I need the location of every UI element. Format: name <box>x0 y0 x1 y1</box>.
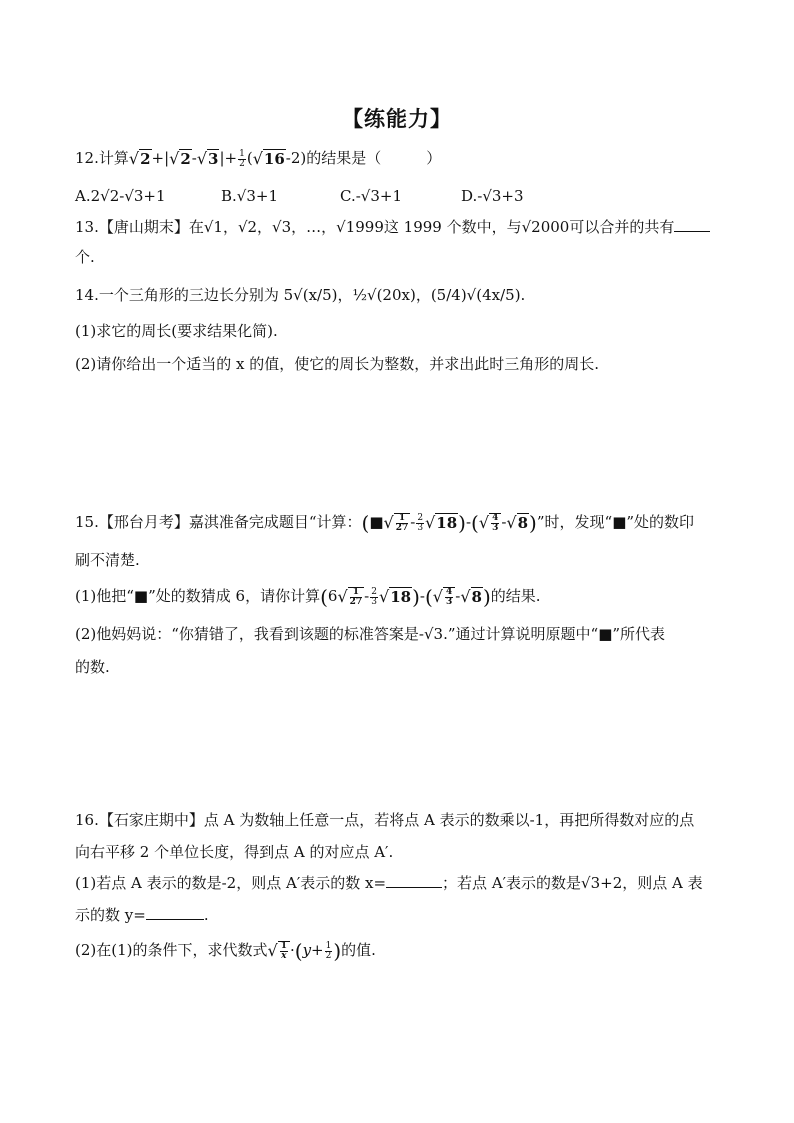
question-14-stem: 14.一个三角形的三边长分别为 5√(x/5)，½√(20x)，(5/4)√(4x/5). <box>75 286 526 304</box>
q16-p1-middle: ；若点 A′表示的数是√3+2，则点 A 表 <box>442 874 703 892</box>
q13-text: 13.【唐山期末】在√1，√2，√3，…，√1999这 1999 个数中，与√2000可以合并的共有 <box>75 218 675 236</box>
q15-p1-suffix: 的结果. <box>490 587 541 605</box>
question-16-line2: 向右平移 2 个单位长度，得到点 A 的对应点 A′. <box>75 843 394 861</box>
question-13-line1 <box>75 215 710 239</box>
question-14-part2: (2)请你给出一个适当的 x 的值，使它的周长为整数，并求出此时三角形的周长. <box>75 355 600 373</box>
q13-answer-blank[interactable] <box>674 217 710 232</box>
question-12-stem: 12.计算 √ 2 +| √ 2 - √ 3 |+ $\frac{1}{2}$ ( √ 16 -2)的结果是（ ） <box>75 148 442 169</box>
q16-x-blank[interactable] <box>386 873 442 888</box>
q12-option-a[interactable]: A.2√2-√3+1 <box>75 187 166 205</box>
question-15-line1: 15.【邢台月考】嘉淇准备完成题目“计算：(■ √ $\frac{1}{27}$ - $\frac{2}{3}$ √ 18 )-( √ $\frac{4}{3}$ - √ 8 )”时，发现“■”处的数印 <box>75 511 695 535</box>
question-16-line1: 16.【石家庄期中】点 A 为数轴上任意一点，若将点 A 表示的数乘以-1，再把所得数对应的点 <box>75 811 695 829</box>
q16-p2-prefix: (2)在(1)的条件下，求代数式 <box>75 941 268 959</box>
question-16-part1-line1 <box>75 871 703 895</box>
q16-y-blank[interactable] <box>146 905 204 920</box>
q15-prefix: 15.【邢台月考】嘉淇准备完成题目“计算： <box>75 513 362 531</box>
q12-option-b[interactable]: B.√3+1 <box>221 187 279 205</box>
question-15-line2: 刷不清楚. <box>75 551 140 569</box>
question-15-part2-line1: (2)他妈妈说：“你猜错了，我看到该题的标准答案是-√3.”通过计算说明原题中“■”所代表 <box>75 625 666 643</box>
question-13-line2: 个. <box>75 248 95 266</box>
q16-p1-line2-suffix: . <box>203 906 209 924</box>
section-title: 【练能力】 <box>342 106 452 131</box>
question-15-part1: (1)他把“■”处的数猜成 6，请你计算(6 √ $\frac{1}{27}$ - $\frac{2}{3}$ √ 18 )-( √ $\frac{4}{3}$ - √ 8 )的结果. <box>75 585 541 609</box>
question-14-part1: (1)求它的周长(要求结果化简). <box>75 322 278 340</box>
q15-p1-prefix: (1)他把“■”处的数猜成 6，请你计算 <box>75 587 321 605</box>
q12-suffix: 的结果是（ ） <box>306 149 442 167</box>
question-15-part2-line2: 的数. <box>75 658 110 676</box>
q16-p2-suffix: 的值. <box>341 941 376 959</box>
q12-prefix: 12.计算 <box>75 149 129 167</box>
q16-p1-prefix: (1)若点 A 表示的数是-2，则点 A′表示的数 x= <box>75 874 387 892</box>
q12-option-d[interactable]: D.-√3+3 <box>461 187 524 205</box>
q15-suffix: ”时，发现“■”处的数印 <box>536 513 695 531</box>
q12-option-c[interactable]: C.-√3+1 <box>340 187 402 205</box>
question-16-part2: (2)在(1)的条件下，求代数式 √ $\frac{1}{x}$ ·(y+ $\frac{1}{2}$ )的值. <box>75 939 376 963</box>
q16-p1-line2-prefix: 示的数 y= <box>75 906 146 924</box>
q12-expression: √ 2 <box>128 149 151 168</box>
question-16-part1-line2 <box>75 903 209 927</box>
